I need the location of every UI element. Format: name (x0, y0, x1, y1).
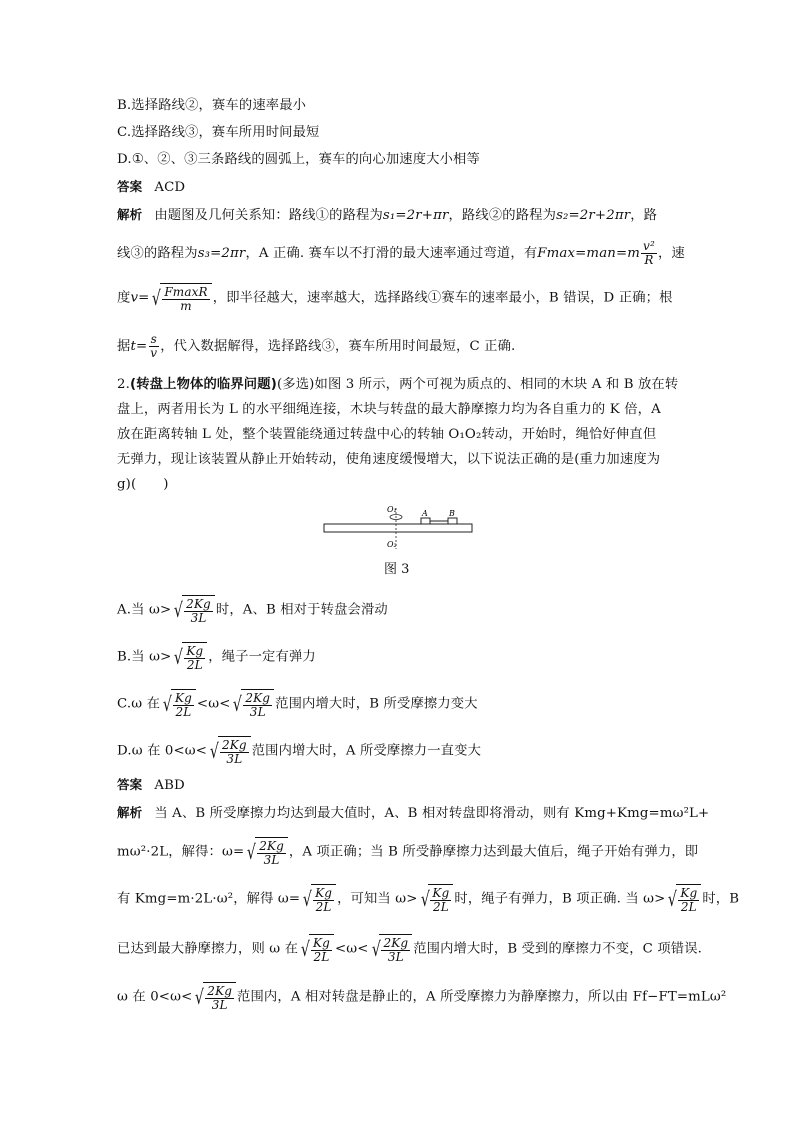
sqrt-fmaxr-over-m: √ $\frac{FmaxR}{m}$ (150, 283, 211, 313)
q1-option-d: D.①、②、③三条路线的圆弧上，赛车的向心加速度大小相等 (117, 152, 480, 167)
answer-value: ACD (154, 180, 186, 195)
q2-analysis-line-1: 解析 当 A、B 所受摩擦力均达到最大值时，A、B 相对转盘即将滑动，则有 Kmg+Kmg=mω²L+ (117, 805, 710, 821)
answer-label: 答案 (117, 777, 143, 792)
q2-analysis-line-3: 有 Kmg=m·2L·ω²，解得 ω= √ $\frac{Kg}{2L}$ ，可知当 ω> √ $\frac{Kg}{2L}$ 时，绳子有弹力，B 项正确. 当 ω> √ $\frac{Kg}{2L}$ 时，B (117, 885, 740, 914)
q1-analysis-line-4: 据t= $\frac{s}{v}$ ，代入数据解得，选择路线③，赛车所用时间最短，C 正确. (117, 332, 516, 360)
q2-analysis-line-4: 已达到最大静摩擦力，则 ω 在 √ $\frac{Kg}{2L}$ <ω< √ $\frac{2Kg}{3L}$ 范围内增大时，B 受到的摩擦力不变，C 项错误. (117, 935, 703, 964)
answer-label: 答案 (117, 179, 143, 194)
q2-analysis-line-2: mω²·2L，解得：ω= √ $\frac{2Kg}{3L}$ ，A 项正确；当 B 所受静摩擦力达到最大值后，绳子开始有弹力，即 (117, 838, 699, 867)
q2-stem-line-5: g)( ) (117, 477, 169, 492)
q2-stem-line-1: 2.(转盘上物体的临界问题)(多选)如图 3 所示，两个可视为质点的、相同的木块 A 和 B 放在转 (117, 377, 679, 392)
s2-formula: s₂=2r+2πr (556, 208, 631, 223)
q2-number: 2. (117, 377, 130, 392)
q1-analysis-line-3: 度v= √ $\frac{FmaxR}{m}$ ，即半径越大，速率越大，选择路线①赛车的速率最小，B 错误，D 正确；根 (117, 284, 673, 313)
turntable-disc (324, 524, 472, 532)
label-a: A (422, 509, 428, 518)
q1-option-b: B.选择路线②，赛车的速率最小 (117, 98, 307, 113)
fraction-v2-over-r: $\frac{\text{v²}}{R}$ (643, 239, 655, 267)
q1-answer (117, 177, 687, 198)
analysis-label: 解析 (117, 207, 143, 222)
figure-caption: 图 3 (384, 562, 410, 577)
fmax-formula: Fmax=man=m (537, 246, 641, 261)
answer-value: ABD (154, 778, 185, 793)
q1-option-c: C.选择路线③，赛车所用时间最短 (117, 125, 320, 140)
s3-formula: s₃=2πr (197, 246, 246, 261)
fraction-s-over-v: $\frac{s}{v}$ (150, 332, 158, 360)
q1-analysis-line-2: 线③的路程为s₃=2πr，A 正确. 赛车以不打滑的最大速率通过弯道，有Fmax=man=m $\frac{\text{v²}}{R}$ ，速 (117, 239, 685, 267)
block-b (448, 518, 457, 524)
label-o1: O₁ (387, 505, 397, 514)
turntable-figure (320, 504, 475, 564)
analysis-label: 解析 (117, 805, 143, 820)
q1-analysis-line-1: 解析 由题图及几何关系知：路线①的路程为s₁=2r+πr，路线②的路程为s₂=2r+2πr，路 (117, 207, 658, 223)
q2-option-a: A.当 ω> √ $\frac{2Kg}{3L}$ 时，A、B 相对于转盘会滑动 (117, 596, 388, 625)
q2-analysis-line-5: ω 在 0<ω< √ $\frac{2Kg}{3L}$ 范围内，A 相对转盘是静止的，A 所受摩擦力为静摩擦力，所以由 Ff−FT=mLω² (117, 983, 727, 1012)
q2-stem-line-3: 放在距离转轴 L 处，整个装置能绕通过转盘中心的转轴 O₁O₂转动，开始时，绳恰好伸直但 (117, 427, 657, 442)
label-o2: O₂ (387, 540, 397, 549)
q2-option-b: B.当 ω> √ $\frac{Kg}{2L}$ ，绳子一定有弹力 (117, 643, 316, 672)
label-b: B (449, 509, 455, 518)
q2-option-c: C.ω 在 √ $\frac{Kg}{2L}$ <ω< √ $\frac{2Kg}{3L}$ 范围内增大时，B 所受摩擦力变大 (117, 690, 478, 719)
s1-formula: s₁=2r+πr (382, 208, 449, 223)
q2-option-d: D.ω 在 0<ω< √ $\frac{2Kg}{3L}$ 范围内增大时，A 所受摩擦力一直变大 (117, 737, 482, 766)
block-a (421, 518, 430, 524)
q2-stem-line-2: 盘上，两者用长为 L 的水平细绳连接，木块与转盘的最大静摩擦力均为各自重力的 K 倍，A (117, 402, 661, 417)
q2-stem-line-4: 无弹力，现让该装置从静止开始转动，使角速度缓慢增大，以下说法正确的是(重力加速度为 (117, 452, 661, 467)
q2-answer (117, 775, 687, 796)
q2-topic-hint: (转盘上物体的临界问题) (130, 377, 277, 392)
